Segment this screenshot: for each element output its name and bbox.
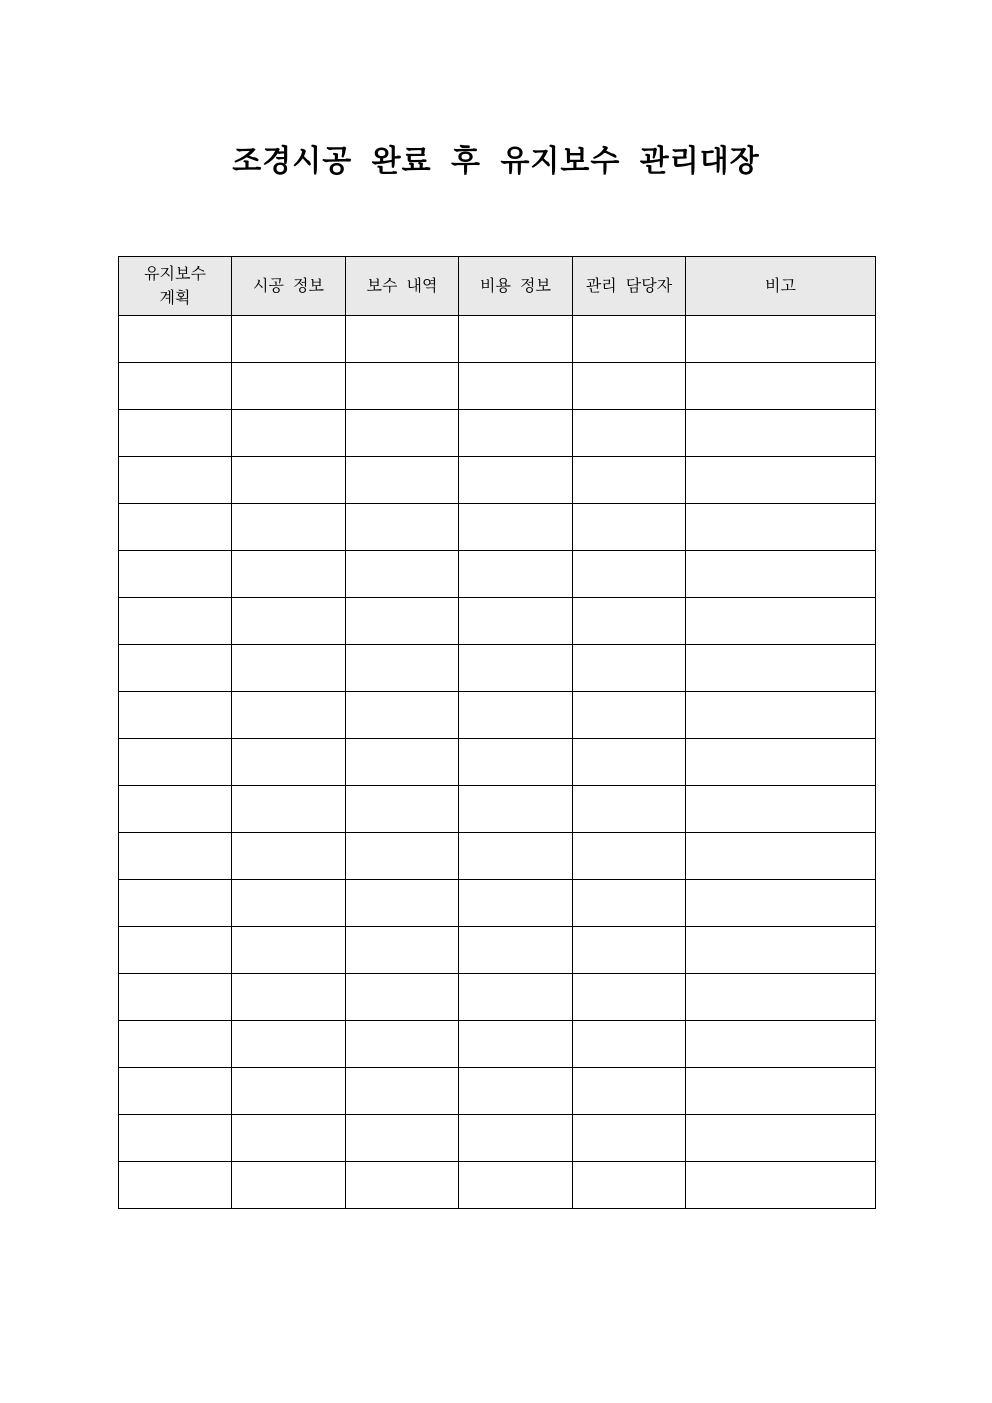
cell-construction-info[interactable]: [232, 363, 346, 410]
cell-plan[interactable]: [119, 880, 232, 927]
cell-cost-info[interactable]: [459, 504, 573, 551]
table-row: [119, 316, 876, 363]
cell-repair-details[interactable]: [346, 457, 459, 504]
table-row: [119, 974, 876, 1021]
cell-construction-info[interactable]: [232, 598, 346, 645]
cell-cost-info[interactable]: [459, 1068, 573, 1115]
table-header-row: [119, 257, 876, 316]
cell-remarks[interactable]: [686, 1068, 876, 1115]
cell-cost-info[interactable]: [459, 1021, 573, 1068]
cell-repair-details[interactable]: [346, 504, 459, 551]
table-row: [119, 551, 876, 598]
cell-cost-info[interactable]: [459, 551, 573, 598]
cell-manager[interactable]: [573, 692, 686, 739]
cell-manager[interactable]: [573, 833, 686, 880]
cell-plan[interactable]: [119, 457, 232, 504]
cell-manager[interactable]: [573, 598, 686, 645]
cell-construction-info[interactable]: [232, 786, 346, 833]
table-row: [119, 410, 876, 457]
cell-manager[interactable]: [573, 410, 686, 457]
cell-manager[interactable]: [573, 1021, 686, 1068]
cell-cost-info[interactable]: [459, 786, 573, 833]
cell-repair-details[interactable]: [346, 880, 459, 927]
cell-plan[interactable]: [119, 927, 232, 974]
cell-cost-info[interactable]: [459, 598, 573, 645]
cell-cost-info[interactable]: [459, 645, 573, 692]
column-header-plan: 유지보수 계획: [119, 257, 232, 316]
cell-manager[interactable]: [573, 1068, 686, 1115]
cell-remarks[interactable]: [686, 457, 876, 504]
table-row: [119, 504, 876, 551]
cell-manager[interactable]: [573, 316, 686, 363]
cell-construction-info[interactable]: [232, 692, 346, 739]
cell-remarks[interactable]: [686, 739, 876, 786]
table-row: [119, 1162, 876, 1209]
cell-manager[interactable]: [573, 457, 686, 504]
cell-plan[interactable]: [119, 598, 232, 645]
cell-construction-info[interactable]: [232, 645, 346, 692]
column-header-remarks: 비고: [686, 257, 876, 316]
cell-plan[interactable]: [119, 504, 232, 551]
cell-construction-info[interactable]: [232, 551, 346, 598]
cell-remarks[interactable]: [686, 316, 876, 363]
table-row: [119, 645, 876, 692]
cell-repair-details[interactable]: [346, 551, 459, 598]
cell-plan[interactable]: [119, 1115, 232, 1162]
table-row: [119, 1115, 876, 1162]
table-row: [119, 1021, 876, 1068]
cell-repair-details[interactable]: [346, 410, 459, 457]
table-body: [119, 316, 876, 1209]
cell-repair-details[interactable]: [346, 316, 459, 363]
cell-remarks[interactable]: [686, 551, 876, 598]
cell-manager[interactable]: [573, 974, 686, 1021]
cell-repair-details[interactable]: [346, 1068, 459, 1115]
cell-construction-info[interactable]: [232, 1068, 346, 1115]
cell-cost-info[interactable]: [459, 739, 573, 786]
column-header-construction-info: 시공 정보: [232, 257, 346, 316]
cell-repair-details[interactable]: [346, 645, 459, 692]
cell-construction-info[interactable]: [232, 833, 346, 880]
cell-construction-info[interactable]: [232, 974, 346, 1021]
table-row: [119, 739, 876, 786]
cell-construction-info[interactable]: [232, 504, 346, 551]
cell-plan[interactable]: [119, 833, 232, 880]
cell-remarks[interactable]: [686, 363, 876, 410]
cell-construction-info[interactable]: [232, 927, 346, 974]
document-title: 조경시공 완료 후 유지보수 관리대장: [232, 144, 760, 179]
cell-cost-info[interactable]: [459, 974, 573, 1021]
cell-remarks[interactable]: [686, 880, 876, 927]
cell-plan[interactable]: [119, 692, 232, 739]
cell-remarks[interactable]: [686, 598, 876, 645]
cell-cost-info[interactable]: [459, 1115, 573, 1162]
table-row: [119, 598, 876, 645]
table-row: [119, 833, 876, 880]
cell-repair-details[interactable]: [346, 1115, 459, 1162]
cell-remarks[interactable]: [686, 645, 876, 692]
cell-plan[interactable]: [119, 1021, 232, 1068]
cell-repair-details[interactable]: [346, 927, 459, 974]
cell-remarks[interactable]: [686, 786, 876, 833]
column-header-repair-details: 보수 내역: [346, 257, 459, 316]
cell-remarks[interactable]: [686, 1115, 876, 1162]
cell-manager[interactable]: [573, 1115, 686, 1162]
cell-cost-info[interactable]: [459, 316, 573, 363]
cell-plan[interactable]: [119, 739, 232, 786]
cell-construction-info[interactable]: [232, 880, 346, 927]
table-row: [119, 880, 876, 927]
cell-plan[interactable]: [119, 316, 232, 363]
cell-cost-info[interactable]: [459, 457, 573, 504]
cell-cost-info[interactable]: [459, 833, 573, 880]
cell-cost-info[interactable]: [459, 927, 573, 974]
cell-construction-info[interactable]: [232, 457, 346, 504]
cell-manager[interactable]: [573, 739, 686, 786]
cell-construction-info[interactable]: [232, 1115, 346, 1162]
table-row: [119, 457, 876, 504]
cell-manager[interactable]: [573, 551, 686, 598]
cell-construction-info[interactable]: [232, 316, 346, 363]
cell-construction-info[interactable]: [232, 1162, 346, 1209]
cell-manager[interactable]: [573, 880, 686, 927]
cell-construction-info[interactable]: [232, 1021, 346, 1068]
cell-repair-details[interactable]: [346, 1162, 459, 1209]
maintenance-ledger-table: [118, 256, 876, 1209]
cell-construction-info[interactable]: [232, 410, 346, 457]
cell-manager[interactable]: [573, 786, 686, 833]
cell-construction-info[interactable]: [232, 739, 346, 786]
cell-plan[interactable]: [119, 974, 232, 1021]
cell-remarks[interactable]: [686, 1162, 876, 1209]
column-header-manager: 관리 담당자: [573, 257, 686, 316]
cell-plan[interactable]: [119, 551, 232, 598]
cell-plan[interactable]: [119, 786, 232, 833]
table-row: [119, 1068, 876, 1115]
cell-plan[interactable]: [119, 410, 232, 457]
cell-remarks[interactable]: [686, 833, 876, 880]
cell-remarks[interactable]: [686, 927, 876, 974]
cell-repair-details[interactable]: [346, 786, 459, 833]
cell-plan[interactable]: [119, 1068, 232, 1115]
cell-cost-info[interactable]: [459, 363, 573, 410]
cell-plan[interactable]: [119, 363, 232, 410]
cell-cost-info[interactable]: [459, 880, 573, 927]
cell-remarks[interactable]: [686, 504, 876, 551]
cell-repair-details[interactable]: [346, 363, 459, 410]
cell-manager[interactable]: [573, 927, 686, 974]
cell-repair-details[interactable]: [346, 833, 459, 880]
cell-repair-details[interactable]: [346, 739, 459, 786]
table-row: [119, 363, 876, 410]
cell-remarks[interactable]: [686, 692, 876, 739]
column-header-cost-info: 비용 정보: [459, 257, 573, 316]
cell-manager[interactable]: [573, 645, 686, 692]
cell-remarks[interactable]: [686, 1021, 876, 1068]
cell-remarks[interactable]: [686, 410, 876, 457]
cell-cost-info[interactable]: [459, 1162, 573, 1209]
cell-cost-info[interactable]: [459, 692, 573, 739]
cell-plan[interactable]: [119, 645, 232, 692]
table-row: [119, 786, 876, 833]
cell-repair-details[interactable]: [346, 974, 459, 1021]
cell-repair-details[interactable]: [346, 1021, 459, 1068]
cell-plan[interactable]: [119, 1162, 232, 1209]
table-row: [119, 692, 876, 739]
cell-repair-details[interactable]: [346, 598, 459, 645]
cell-manager[interactable]: [573, 1162, 686, 1209]
cell-cost-info[interactable]: [459, 410, 573, 457]
table-row: [119, 927, 876, 974]
cell-manager[interactable]: [573, 504, 686, 551]
cell-remarks[interactable]: [686, 974, 876, 1021]
cell-manager[interactable]: [573, 363, 686, 410]
cell-repair-details[interactable]: [346, 692, 459, 739]
